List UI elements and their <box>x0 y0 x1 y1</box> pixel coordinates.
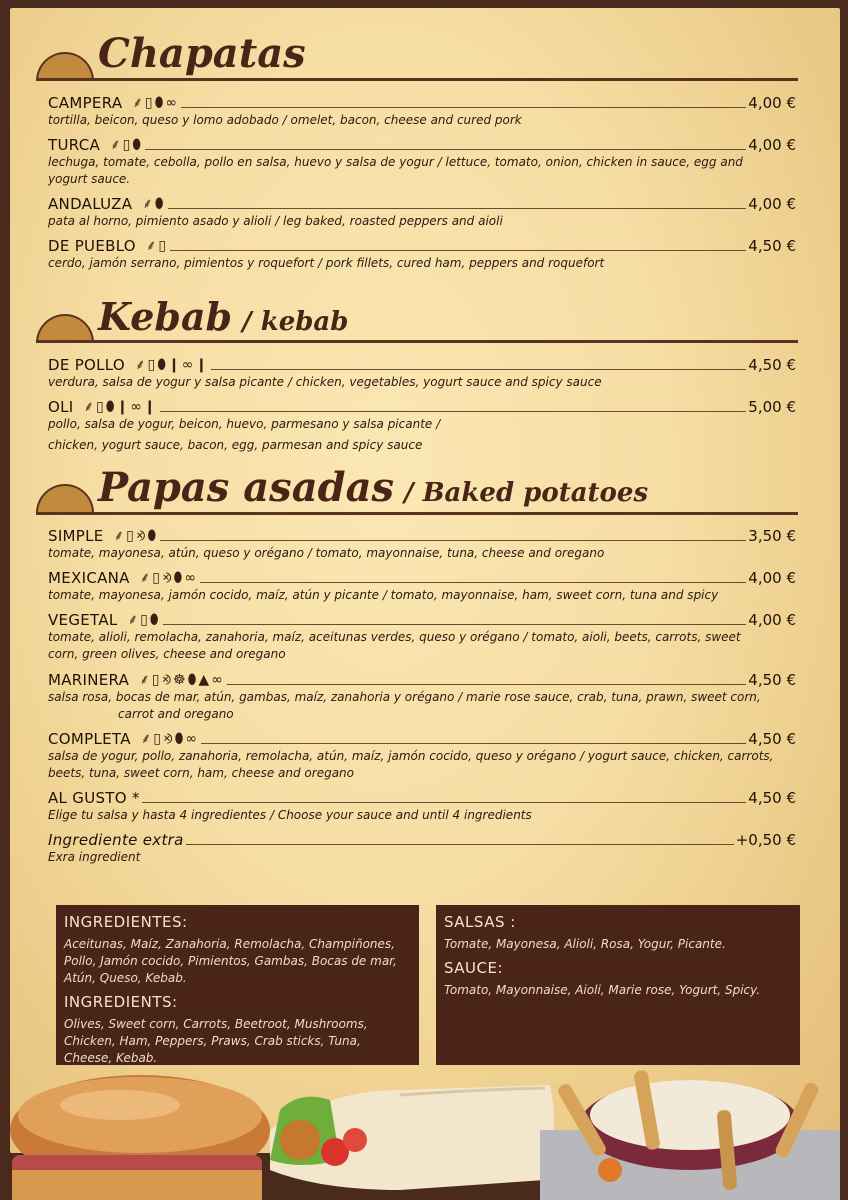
bottle-icon: ❙ <box>168 357 182 373</box>
wheat-icon: ⸙ <box>83 399 96 415</box>
item-description: pata al horno, pimiento asado y alioli / leg baked, roasted peppers and aioli <box>48 214 503 228</box>
item-description: beets, tuna, sweet corn, ham, cheese and oregano <box>48 766 354 780</box>
item-description: tomate, mayonesa, jamón cocido, maíz, atún y picante / tomato, mayonnaise, ham, sweet corn, tuna and spicy <box>48 588 719 602</box>
item-description: salsa rosa, bocas de mar, atún, gambas, maíz, zanahoria y orégano / marie rose sauce, crab, tuna, prawn, sweet corn, <box>48 690 761 704</box>
allergen-icons <box>140 568 198 587</box>
item-name: COMPLETA <box>48 730 131 748</box>
item-name: MEXICANA <box>48 569 130 587</box>
menu-item <box>48 235 796 272</box>
item-price: 5,00 € <box>748 398 796 416</box>
ingredients-box <box>56 905 419 1065</box>
sauces-box <box>436 905 800 1065</box>
item-description: carrot and oregano <box>118 707 234 721</box>
milk-icon: ▯ <box>126 528 136 544</box>
item-price: 4,00 € <box>748 569 796 587</box>
item-description: tomate, alioli, remolacha, zanahoria, maíz, aceitunas verdes, queso y orégano / tomato, aioli, beets, carrots, sweet <box>48 630 741 644</box>
item-name: Ingrediente extra <box>48 831 184 849</box>
menu-item <box>48 354 796 391</box>
sausage-icon: ∞ <box>184 570 199 586</box>
leader-line <box>145 149 746 150</box>
wheat-icon: ⸙ <box>110 137 123 153</box>
wheat-icon: ⸙ <box>132 95 145 111</box>
baked-potato-image <box>540 1070 840 1200</box>
item-name: AL GUSTO * <box>48 789 140 807</box>
item-price: 4,50 € <box>748 789 796 807</box>
allergen-icons <box>135 355 209 374</box>
item-name: OLI <box>48 398 74 416</box>
menu-item <box>48 193 796 230</box>
wheat-icon: ⸙ <box>113 528 127 544</box>
item-price: 4,50 € <box>748 237 796 255</box>
sausage-icon: ∞ <box>211 672 225 688</box>
wheat-icon: ⸙ <box>139 672 152 688</box>
section-title-text: Chapatas <box>98 30 306 77</box>
egg-icon: ⬮ <box>173 570 185 586</box>
egg-icon: ⬮ <box>174 731 186 747</box>
milk-icon: ▯ <box>147 357 158 373</box>
menu-item <box>48 829 796 866</box>
wheat-icon: ⸙ <box>127 612 141 628</box>
section-title-text: Papas asadas <box>98 464 395 511</box>
milk-icon: ▯ <box>151 672 162 688</box>
item-description: Elige tu salsa y hasta 4 ingredientes / Choose your sauce and until 4 ingredients <box>48 808 532 822</box>
allergen-icons <box>139 670 225 689</box>
milk-icon: ▯ <box>144 95 155 111</box>
bottle-icon: ❙ <box>116 399 131 415</box>
egg-icon: ⬮ <box>132 137 144 153</box>
item-description: Exra ingredient <box>48 850 141 864</box>
wheat-icon: ⸙ <box>142 196 155 212</box>
milk-icon: ▯ <box>152 570 162 586</box>
sauces-list-es: Tomate, Mayonesa, Alioli, Rosa, Yogur, Picante. <box>444 937 726 951</box>
bottle-icon: ❙ <box>143 399 158 415</box>
section-title <box>98 30 306 77</box>
sauces-heading-en: SAUCE: <box>444 959 504 977</box>
item-name: SIMPLE <box>48 527 104 545</box>
item-name: CAMPERA <box>48 94 123 112</box>
item-price: 3,50 € <box>748 527 796 545</box>
leader-line <box>160 411 747 412</box>
item-price: 4,50 € <box>748 671 796 689</box>
ingredients-heading-en: INGREDIENTS: <box>64 993 178 1011</box>
egg-icon: ⬮ <box>149 612 161 628</box>
leader-line <box>170 250 746 251</box>
item-price: 4,50 € <box>748 730 796 748</box>
wheat-icon: ⸙ <box>135 357 148 373</box>
item-price: +0,50 € <box>735 831 796 849</box>
menu-item <box>48 92 796 129</box>
dome-icon <box>36 484 94 513</box>
item-name: MARINERA <box>48 671 130 689</box>
fish-icon: ⨵ <box>162 731 175 747</box>
leader-line <box>160 540 746 541</box>
allergen-icons <box>114 526 159 545</box>
leader-line <box>168 208 747 209</box>
section-title <box>98 464 648 511</box>
wheat-icon: ⸙ <box>145 238 159 254</box>
item-description: yogurt sauce. <box>48 172 131 186</box>
section-subtitle: / kebab <box>242 307 349 337</box>
item-description: corn, green olives, cheese and oregano <box>48 647 286 661</box>
leader-line <box>227 684 746 685</box>
menu-item <box>48 396 796 454</box>
leader-line <box>186 844 734 845</box>
dome-icon <box>36 52 94 81</box>
section-subtitle: / Baked potatoes <box>404 478 649 508</box>
egg-icon: ⬮ <box>105 399 117 415</box>
menu-item <box>48 728 796 782</box>
section-divider <box>36 512 798 515</box>
leader-line <box>181 107 746 108</box>
wheat-icon: ⸙ <box>140 731 154 747</box>
section-divider <box>36 340 798 343</box>
section-title <box>98 294 348 339</box>
menu-item <box>48 525 796 562</box>
allergen-icons <box>110 135 143 154</box>
item-description: tortilla, beicon, queso y lomo adobado / omelet, bacon, cheese and cured pork <box>48 113 522 127</box>
item-description: cerdo, jamón serrano, pimientos y roquefort / pork fillets, cured ham, peppers and roquefort <box>48 256 605 270</box>
bottle-icon: ❙ <box>195 357 210 373</box>
egg-icon: ⬮ <box>154 196 166 212</box>
allergen-icons <box>84 397 158 416</box>
milk-icon: ▯ <box>140 612 150 628</box>
fish-icon: ⨵ <box>161 570 174 586</box>
ingredients-list-en: Olives, Sweet corn, Carrots, Beetroot, Mushrooms, Chicken, Ham, Peppers, Praws, Crab sticks, Tuna, Cheese, Kebab. <box>64 1017 368 1065</box>
item-price: 4,00 € <box>748 136 796 154</box>
egg-icon: ⬮ <box>157 357 169 373</box>
section-kebab-header <box>0 292 848 352</box>
item-description: pollo, salsa de yogur, beicon, huevo, parmesano y salsa picante / <box>48 417 441 431</box>
dome-icon <box>36 314 94 343</box>
menu-item <box>48 669 796 723</box>
egg-icon: ⬮ <box>187 672 199 688</box>
leader-line <box>200 582 746 583</box>
flask-icon: ▲ <box>198 672 212 688</box>
menu-item <box>48 787 796 824</box>
item-description: lechuga, tomate, cebolla, pollo en salsa, huevo y salsa de yogur / lettuce, tomato, onion, chicken in sauce, egg and <box>48 155 743 169</box>
item-description: salsa de yogur, pollo, zanahoria, remolacha, atún, maíz, jamón cocido, queso y orégano / yogurt sauce, chicken, carrots, <box>48 749 774 763</box>
section-papas-header <box>0 462 848 522</box>
egg-icon: ⬮ <box>154 95 166 111</box>
item-description: chicken, yogurt sauce, bacon, egg, parmesan and spicy sauce <box>48 438 423 452</box>
menu-item <box>48 567 796 604</box>
menu-item <box>48 134 796 188</box>
sauces-list-en: Tomato, Mayonnaise, Aioli, Marie rose, Yogurt, Spicy. <box>444 983 761 997</box>
item-name: DE PUEBLO <box>48 237 136 255</box>
crab-icon: ☸ <box>173 672 188 688</box>
milk-icon: ▯ <box>153 731 163 747</box>
allergen-icons <box>128 610 161 629</box>
fish-icon: ⨵ <box>135 528 148 544</box>
leader-line <box>142 802 747 803</box>
egg-icon: ⬮ <box>147 528 159 544</box>
item-price: 4,00 € <box>748 94 796 112</box>
sandwich-image <box>10 1075 270 1200</box>
item-price: 4,00 € <box>748 195 796 213</box>
menu-item <box>48 609 796 663</box>
allergen-icons <box>141 729 199 748</box>
milk-icon: ▯ <box>158 238 169 254</box>
sausage-icon: ∞ <box>165 95 180 111</box>
leader-line <box>201 743 746 744</box>
item-description: verdura, salsa de yogur y salsa picante / chicken, vegetables, yogurt sauce and spicy sauce <box>48 375 602 389</box>
ingredients-list-es: Aceitunas, Maíz, Zanahoria, Remolacha, Champiñones, Pollo, Jamón cocido, Pimientos, Gambas, Bocas de mar, Atún, Queso, Kebab. <box>64 937 397 985</box>
fish-icon: ⨵ <box>161 672 174 688</box>
allergen-icons <box>146 236 168 255</box>
item-description: tomate, mayonesa, atún, queso y orégano / tomato, mayonnaise, tuna, cheese and oregano <box>48 546 605 560</box>
leader-line <box>211 369 746 370</box>
sausage-icon: ∞ <box>181 357 196 373</box>
item-price: 4,50 € <box>748 356 796 374</box>
section-divider <box>36 78 798 81</box>
allergen-icons <box>132 93 179 112</box>
wrap-image <box>270 1085 554 1190</box>
sausage-icon: ∞ <box>130 399 144 415</box>
milk-icon: ▯ <box>96 399 106 415</box>
section-title-text: Kebab <box>98 294 233 339</box>
milk-icon: ▯ <box>122 137 133 153</box>
item-name: VEGETAL <box>48 611 118 629</box>
sausage-icon: ∞ <box>185 731 200 747</box>
section-chapatas-header <box>0 30 848 90</box>
item-price: 4,00 € <box>748 611 796 629</box>
leader-line <box>163 624 747 625</box>
item-name: TURCA <box>48 136 101 154</box>
food-photos <box>0 1070 848 1200</box>
item-name: DE POLLO <box>48 356 126 374</box>
ingredients-heading-es: INGREDIENTES: <box>64 913 188 931</box>
allergen-icons <box>142 194 165 213</box>
item-name: ANDALUZA <box>48 195 133 213</box>
sauces-heading-es: SALSAS : <box>444 913 516 931</box>
wheat-icon: ⸙ <box>139 570 153 586</box>
